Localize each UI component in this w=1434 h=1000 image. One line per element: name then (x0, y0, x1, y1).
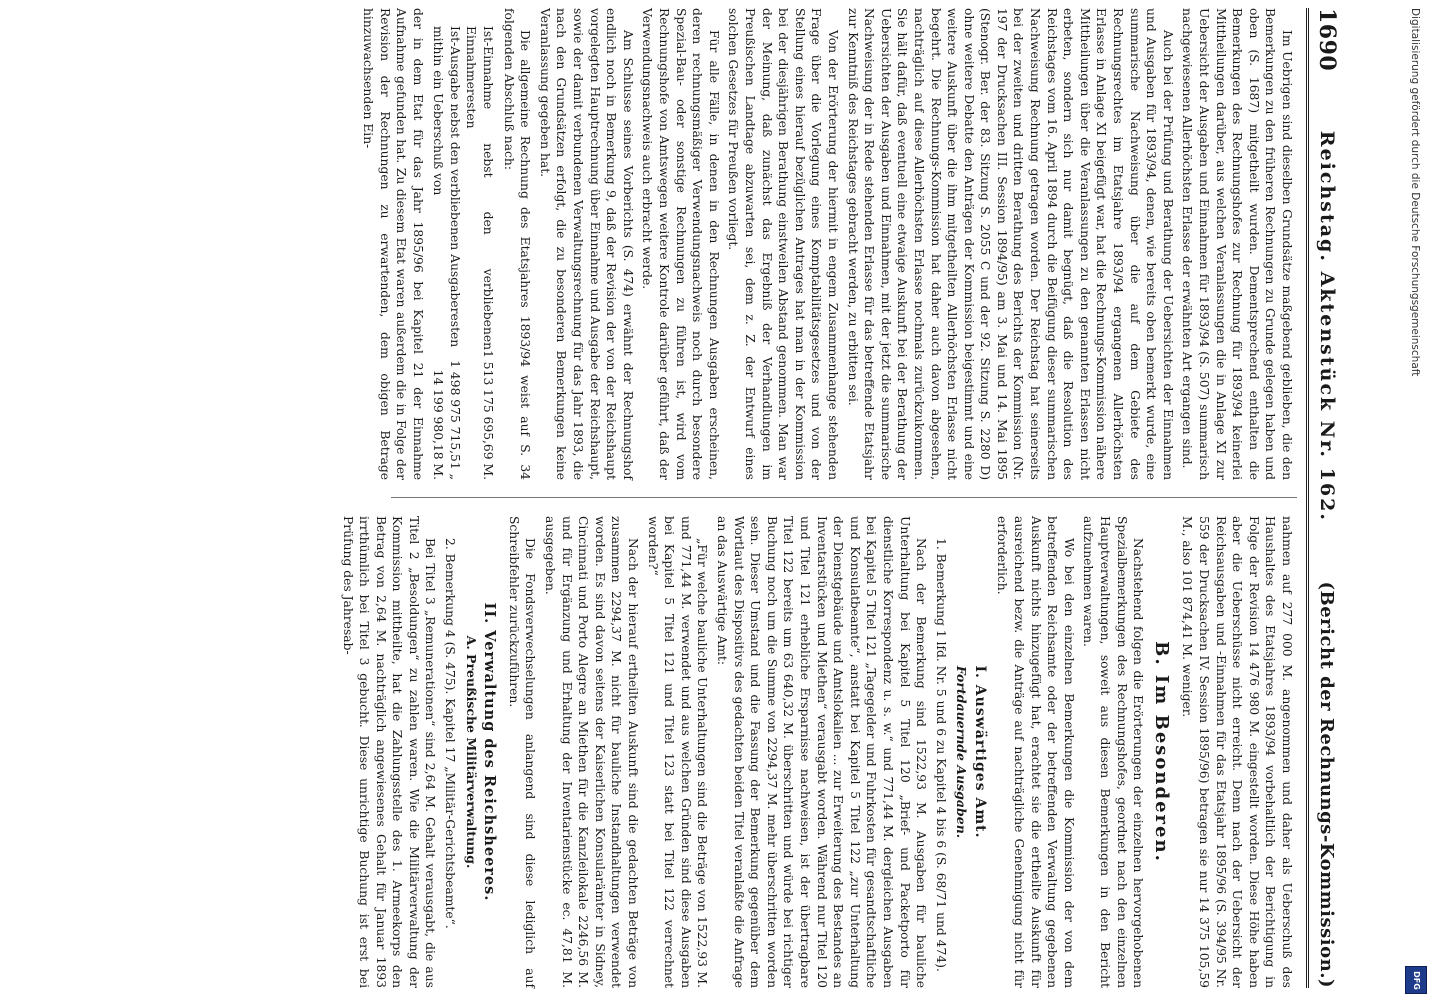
section-subheading: Fortdauernde Ausgaben. (954, 665, 970, 839)
section-heading: I. Auswärtiges Amt. (971, 665, 988, 839)
paragraph: Für alle Fälle, in denen in den Rechnungen Ausgaben erscheinen, deren rechnungsmäßiger Verwendungsnachweis noch durch besondere Spezial-Bau- oder sonstige Rechnungen zu führen ist, wird vom Rechnungshofe von Amtswegen weitere Kontrole darüber geführt, daß der Verwendungsnachweis auch erbracht werde. (640, 8, 721, 480)
paragraph: Bei Titel 3 „Remunerationen“ sind 2,64 M. Gehalt verausgabt, die aus Titel 2 „Besoldungen“ zu zahlen waren. Wie die Militärverwaltung der Kommission mittheilte, hat die Zahlungsstelle des 1. Armeekorps den Betrag von 2,64 M. nachträglich angewiesenes Gehalt für Januar 1893 irrthümlich bei Titel 3 gebucht. Diese unrichtige Buchung ist erst bei Prüfung des Jahresab- (340, 516, 438, 988)
left-column (360, 8, 1295, 480)
dfg-logo: DFG (1405, 966, 1427, 994)
paragraph: Nach der Bemerkung sind 1522,93 M. Ausgaben für bauliche Unterhaltung bei Kapitel 5 Titel 120 „Brief- und Packetporto für dienstliche Korrespondenz u. s. w.“ und 771,44 M. dergleichen Ausgaben bei Kapitel 5 Titel 121 „Tagegelder und Fuhrkosten für gesandtschaftliche und Konsulatbeamte“, anstatt bei Kapitel 5 Titel 122 „zur Unterhaltung der Dienstgebäude und Amtslokalien ... zur Erweiterung des Bestandes an Inventarstücken und Miethen“ verausgabt worden. Während nur Titel 120 und Titel 121 erhebliche Ersparnisse nachweisen, ist der übertragbare Titel 122 bereits um 63 640,32 M. überschritten und würde bei richtiger Buchung noch um die Summe von 2294,37 M. mehr überschritten worden sein. Dieser Umstand und die Fassung der Bemerkung gegenüber dem Wortlaut des Dispositivs des gedachten beiden Titel veranlaßte die Anfrage an das Auswärtige Amt: (715, 516, 929, 988)
section-heading: B. Im Besonderen. (1150, 641, 1172, 863)
running-subtitle: (Bericht der Rechnungs-Kommission.) (1316, 581, 1338, 988)
paragraph: Von der Erörterung der hiermit in engem Zusammenhange stehenden Frage über die Vorlegung eines Komptabilitätsgesetzes und von der Stellung eines hierauf bezüglichen Antrages hat man in der Kommission bei der diesjährigen Berathung einstweilen Abstand genommen. Man war der Meinung, daß zunächst das Ergebniß der Verhandlungen im Preußischen Landtage abzuwarten sei, dem z. Z. der Entwurf eines solchen Gesetzes für Preußen vorliegt. (726, 8, 840, 480)
paragraph: Die allgemeine Rechnung des Etatsjahres 1893/94 weist auf S. 34 folgenden Abschluß nach: (501, 8, 533, 480)
account-row (463, 26, 496, 480)
paragraph: Auch bei der Prüfung und Berathung der Uebersichten der Einnahmen und Ausgaben für 1893/94, denen, wie bereits oben bemerkt wurde, eine summarische Nachweisung über die auf dem Gebiete des Rechnungsrechtes im Etatsjahre 1893/94 ergangenen Allerhöchsten Erlasse in Anlage XI beigefügt war, hat die Rechnungs-Kommission nähere Mittheilungen über die Veranlassungen zu den genannten Erlassen nicht erbeten, sondern sich nur damit begnügt, daß die Resolution des Reichstages vom 16. April 1894 durch die Beifügung dieser summarischen Nachweisung Rechnung getragen worden. Der Reichstag hat seinerseits bei der zweiten und dritten Berathung des Berichts der Kommission (Nr. 197 der Drucksachen III. Session 1894/95) am 3. Mai und 14. Mai 1895 (Stenogr. Ber. der 83. Sitzung S. 2055 C und der 92. Sitzung S. 2280 D) ohne weitere Debatte den Anträgen der Kommission beigestimmt und eine weitere Auskunft über die ihm mitgetheilten Allerhöchsten Erlasse nicht begehrt. Die Rechnungs-Kommission hat daher auch davon abgesehen, nachträglich auf diese Allerhöchsten Erlasse nochmals zurückzukommen. Sie hält dafür, daß eventuell eine etwaige Auskunft bei der Berathung der Uebersichten der Ausgaben und Einnahmen, mit der jetzt die summarische Nachweisung der in Rede stehenden Erlasse für das betreffende Etatsjahr zur Kenntniß des Reichstages gebracht werden, zu erbitten sei. (845, 8, 1175, 480)
right-column (340, 516, 1295, 988)
account-value: 1 513 175 695,69 M. (481, 350, 496, 480)
paragraph: Nach der hierauf ertheilten Auskunft sind die gedachten Beträge von zusammen 2294,37 M. nicht für bauliche Instandhaltungen verwendet worden. Es sind davon seitens der Kaiserlichen Konsularämter in Sidney, Cincinnati und Porto Alegre an Miethen für die Kanzleilokale 2246,56 M. und für Ergänzung und Erhaltung der Inventarienstücke ec. 47,81 M. ausgegeben. (543, 516, 641, 988)
paragraph: Nachstehend folgen die Erörterungen der einzelnen hervorgehobenen Spezialbemerkungen des Rechnungshofes, geordnet nach den einzelnen Hauptverwaltungen, soweit aus diesen Bemerkungen in den Bericht aufzunehmen waren. (1081, 516, 1146, 988)
digitization-credit (1400, 8, 1430, 998)
account-row (446, 26, 463, 480)
column-divider (391, 497, 1297, 498)
account-label: Ist-Ausgabe nebst den verbliebenen Ausgaberesten (447, 26, 462, 348)
paragraph: Die Fondsverwechselungen anlangend sind diese lediglich auf Schreibfehler zurückzuführen. (506, 516, 538, 988)
account-sum-value: 14 199 980,18 M. (431, 369, 446, 480)
page-number: 1690 (1314, 8, 1340, 72)
paragraph: Wo bei den einzelnen Bemerkungen die Kommission der von dem betreffenden Reichsamte oder der betreffenden Verwaltung gegebenen Auskunft nichts hinzugefügt hat, erachtet sie die ertheilte Auskunft für ausreichend bezw. die Anträge auf nachträgliche Genehmigung nicht für erforderlich. (995, 516, 1076, 988)
paragraph: der in dem Etat für das Jahr 1895/96 bei Kapitel 21 der Einnahme Aufnahme gefunden hat. Zu diesem Etat waren außerdem die in Folge der Revision der Rechnungen zu erwartenden, dem obigen Betrage hinzuwachsenden Ein- (360, 8, 425, 480)
paragraph: „Für welche bauliche Unterhaltungen sind die Beträge von 1522,93 M. und 771,44 M. verwendet und aus welchen Gründen sind diese Ausgaben bei Kapitel 5 Titel 121 und Titel 123 statt bei Titel 122 verrechnet worden?“ (645, 516, 710, 988)
running-title: Reichstag. Aktenstück Nr. 162. (1316, 130, 1338, 522)
page-header (1306, 8, 1345, 988)
account-value: 1 498 975 715,51 „ (447, 360, 462, 480)
account-label: Ist-Einnahme nebst den verbliebenen Einnahmeresten (464, 26, 496, 351)
paragraph: nahmen auf 277 000 M. angenommen und daher als Ueberschuß des Haushaltes des Etatsjahres 1893/94 vorbehaltlich der Berichtigung in Folge der Revision 14 476 980 M. eingestellt worden. Diese Höhe haben aber die Ueberschüsse nicht erreicht. Denn nach der Uebersicht der Reichsausgaben und -Einnahmen für das Etatsjahr 1895/96 (S. 394/95 Nr. 559 der Drucksachen IV. Session 1895/96) betragen sie nur 14 375 105,59 M., also 101 874,41 M. weniger. (1180, 516, 1294, 988)
account-summary (430, 26, 496, 480)
numbered-item: 2. Bemerkung 4 (S. 475). Kapitel 17 „Militär-Gerichtsbeamte“. (443, 538, 458, 929)
rotated-document-page (15, 8, 1345, 988)
numbered-item: 1. Bemerkung 1 lfd. Nr. 5 und 6 zu Kapitel 4 bis 6 (S. 68/71 und 474). (933, 538, 948, 972)
credit-text: Digitalisierung gefördert durch die Deutsche Forschungsgemeinschaft (1409, 8, 1421, 377)
paragraph: Im Uebrigen sind dieselben Grundsätze maßgebend geblieben, die den Bemerkungen zu den früheren Rechnungen zu Grunde gelegen haben und oben (S. 1687) mitgetheilt wurden. Dementsprechend enthalten die Bemerkungen des Rechnungshofes zur Rechnung für 1893/94 keinerlei Mittheilungen darüber, aus welchen Veranlassungen die in Anlage XI zur Uebersicht der Ausgaben und Einnahmen für 1893/94 (S. 507) summarisch nachgewiesenen Allerhöchsten Erlasse der erwähnten Art ergangen sind. (1180, 8, 1294, 480)
section-subheading: A. Preußische Militärverwaltung. (463, 635, 479, 869)
account-sum-row (430, 26, 447, 480)
section-heading: II. Verwaltung des Reichsheeres. (481, 602, 499, 902)
account-sum-label: mithin ein Ueberschuß von (431, 26, 446, 196)
paragraph: Am Schlusse seines Vorberichts (S. 474) erwähnt der Rechnungshof endlich noch in Bemerkung 9, daß der Revision der von der Reichshaupt vorgelegten Hauptrechnung über Einnahme und Ausgabe der Reichshaupt, sowie der damit verbundenen Verwaltungsrechnung für das Jahr 1893, die nach den Grundsätzen erfolgt, die zu besonderen Bemerkungen keine Veranlassung gegeben hat. (537, 8, 635, 480)
page-content (15, 8, 1345, 988)
